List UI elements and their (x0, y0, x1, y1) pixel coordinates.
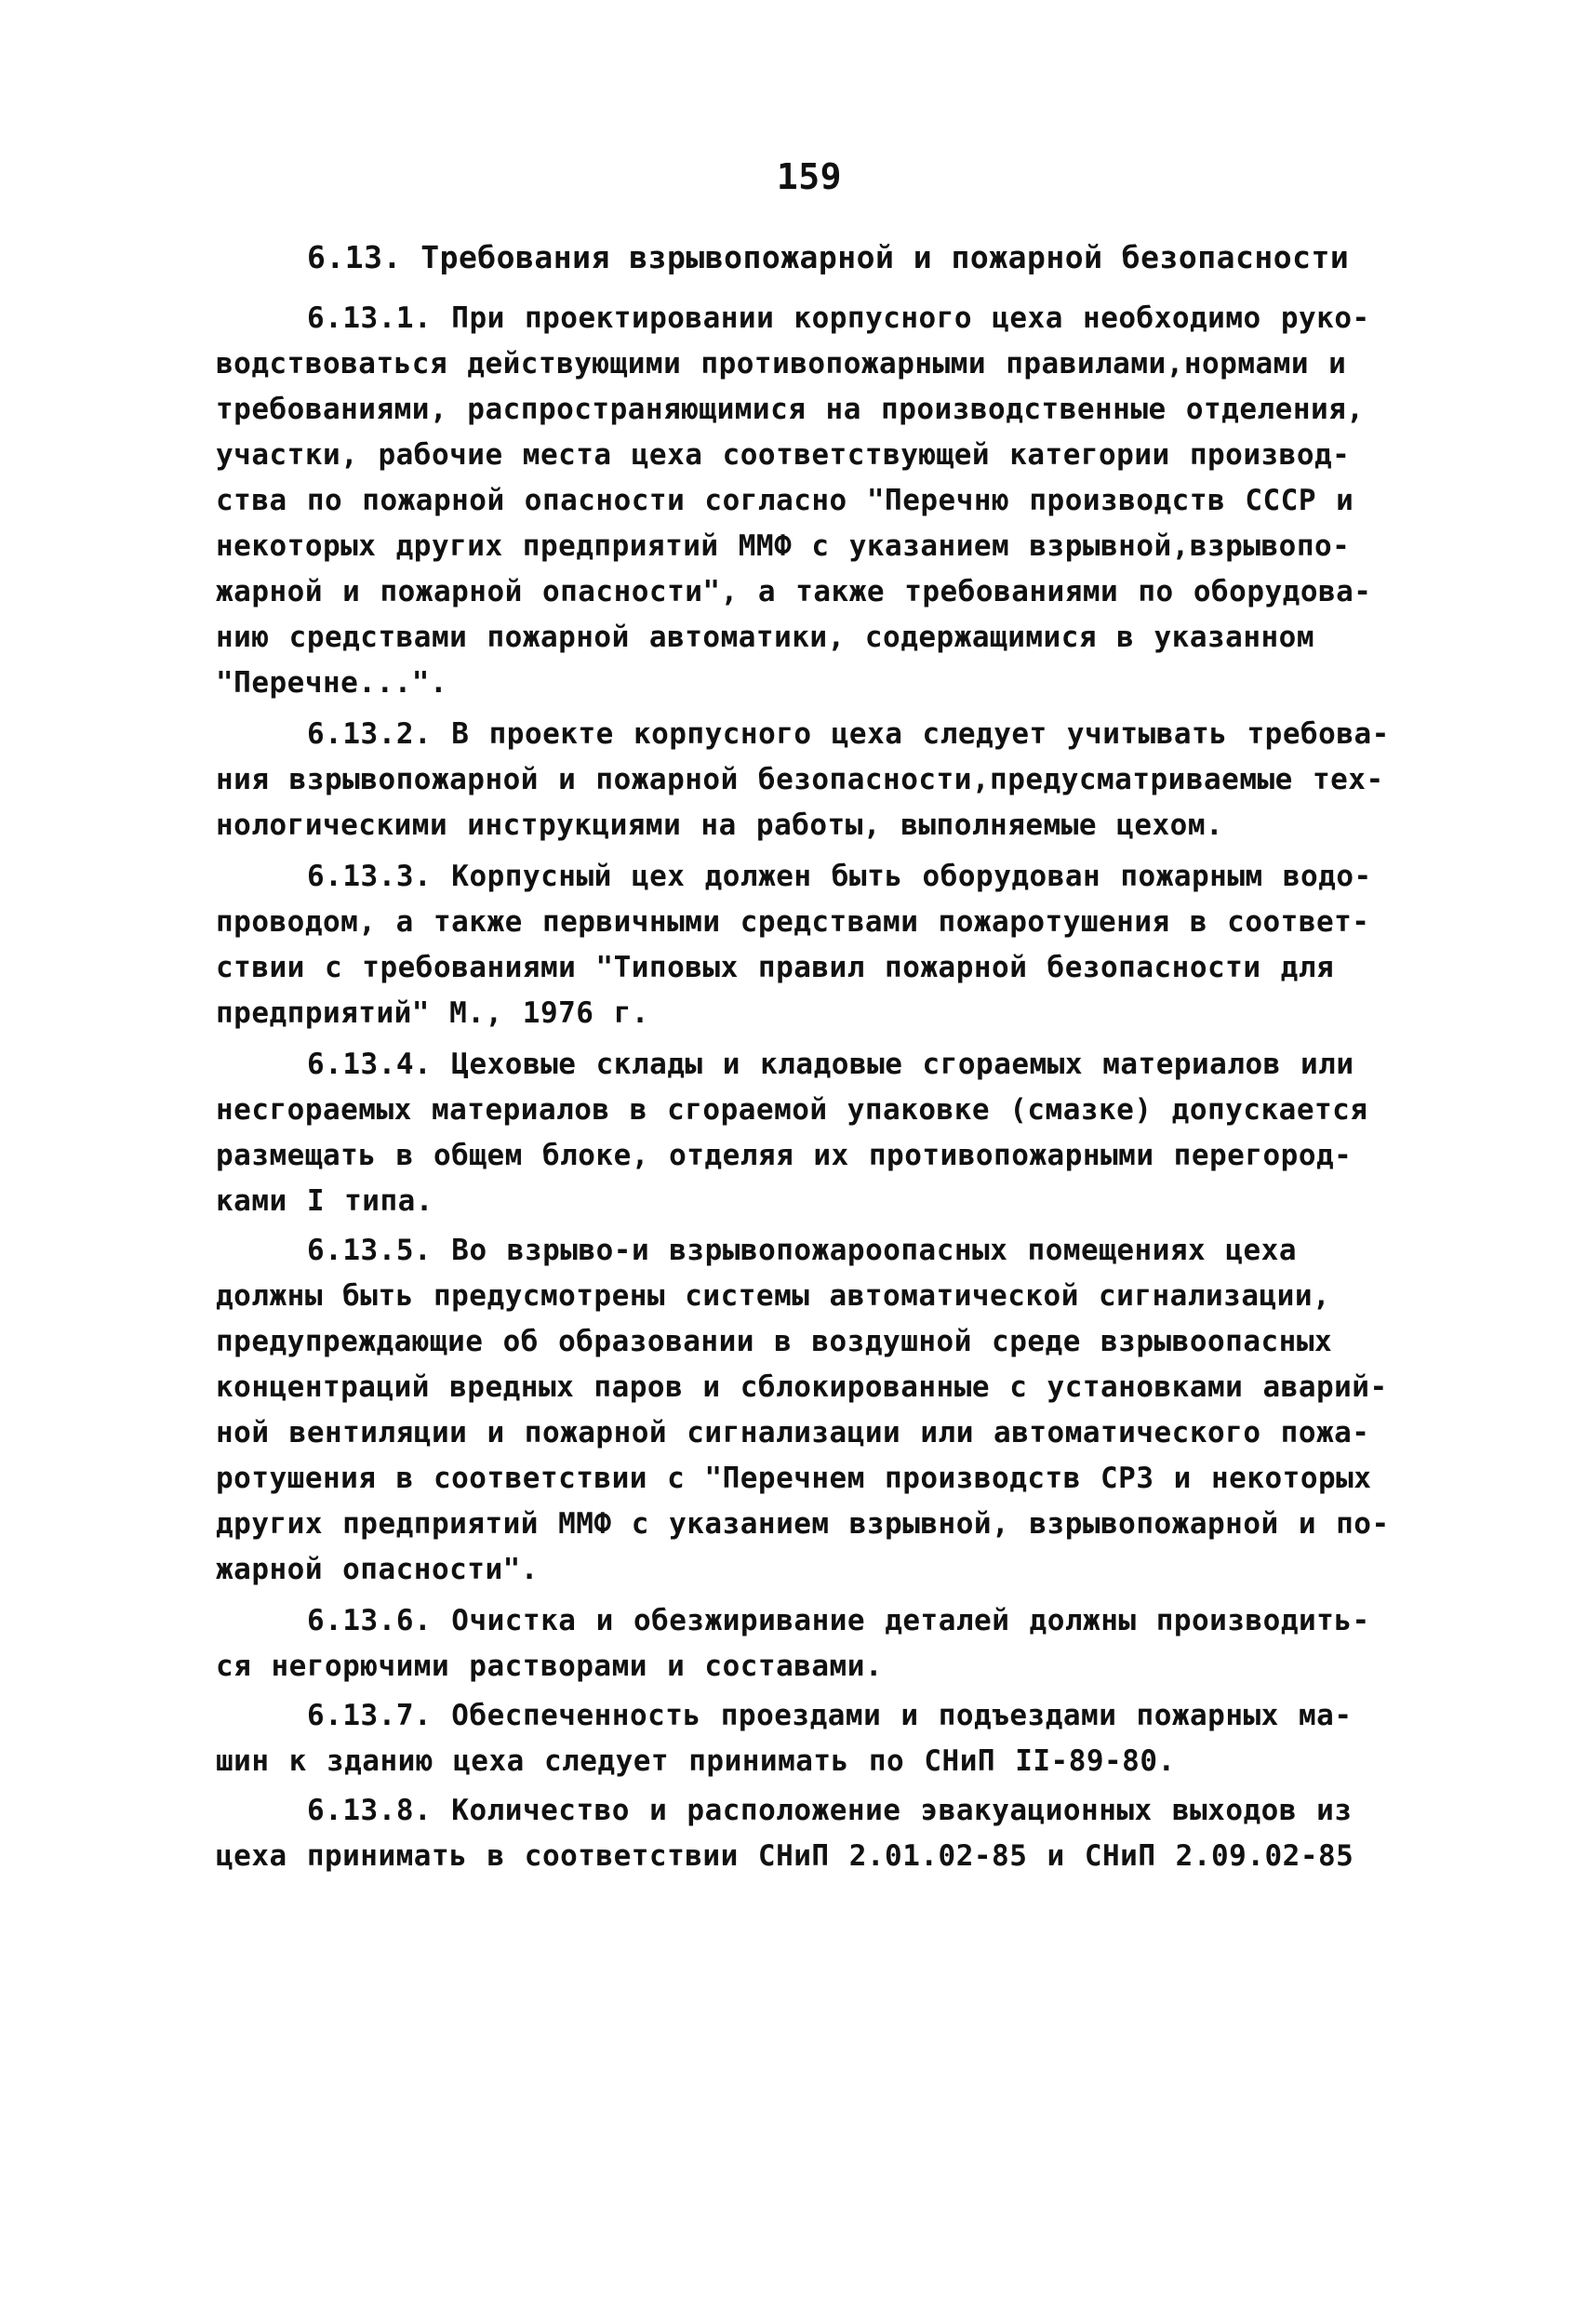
text-line: размещать в общем блоке, отделяя их противопожарными перегород- (216, 1139, 1353, 1172)
text-line: некоторых других предприятий ММФ с указанием взрывной,взрывопо- (216, 529, 1351, 563)
text-line: ками I типа. (216, 1184, 433, 1218)
text-line: 6.13.3. Корпусный цех должен быть оборудован пожарным водо- (307, 860, 1372, 893)
paragraph-6-13-8 (216, 1788, 1425, 1879)
text-line: 6.13.7. Обеспеченность проездами и подъездами пожарных ма- (307, 1699, 1353, 1732)
paragraph-6-13-4 (216, 1042, 1425, 1224)
text-line: "Перечне...". (216, 666, 448, 700)
text-line: 6.13.4. Цеховые склады и кладовые сгораемых материалов или (307, 1048, 1354, 1081)
text-line: участки, рабочие места цеха соответствующей категории производ- (216, 438, 1351, 472)
text-line: предприятий" М., 1976 г. (216, 996, 649, 1030)
text-line: ния взрывопожарной и пожарной безопасности,предусматриваемые тех- (216, 763, 1384, 796)
text-line: 6.13.2. В проекте корпусного цеха следует учитывать требова- (307, 717, 1390, 751)
text-line: концентраций вредных паров и сблокированные с установками аварий- (216, 1370, 1388, 1404)
text-line: несгораемых материалов в сгораемой упаковке (смазке) допускается (216, 1093, 1368, 1127)
paragraph-6-13-2 (216, 712, 1425, 848)
text-line: ся негорючими растворами и составами. (216, 1650, 884, 1683)
text-line: водствоваться действующими противопожарными правилами,нормами и (216, 347, 1347, 381)
text-line: 6.13.8. Количество и расположение эвакуационных выходов из (307, 1794, 1353, 1827)
text-line: ротушения в соответствии с "Перечнем производств СРЗ и некоторых (216, 1462, 1372, 1495)
text-line: других предприятий ММФ с указанием взрывной, взрывопожарной и по- (216, 1507, 1390, 1541)
paragraph-6-13-3 (216, 854, 1425, 1036)
text-line: шин к зданию цеха следует принимать по СНиП II-89-80. (216, 1744, 1176, 1778)
text-line: 6.13.6. Очистка и обезжиривание деталей должны производить- (307, 1604, 1370, 1637)
text-line: нологическими инструкциями на работы, выполняемые цехом. (216, 808, 1224, 842)
text-line: предупреждающие об образовании в воздушной среде взрывоопасных (216, 1325, 1333, 1358)
text-line: нию средствами пожарной автоматики, содержащимися в указанном (216, 621, 1314, 654)
text-line: жарной опасности". (216, 1553, 539, 1586)
text-line: ства по пожарной опасности согласно "Перечню производств СССР и (216, 484, 1354, 517)
text-line: жарной и пожарной опасности", а также требованиями по оборудова- (216, 575, 1372, 608)
page-number: 159 (776, 156, 843, 197)
paragraph-6-13-5 (216, 1228, 1425, 1593)
paragraph-6-13-7 (216, 1693, 1425, 1784)
text-line: проводом, а также первичными средствами пожаротушения в соответ- (216, 905, 1370, 939)
section-title: 6.13. Требования взрывопожарной и пожарной безопасности (307, 239, 1350, 275)
text-line: должны быть предусмотрены системы автоматической сигнализации, (216, 1279, 1331, 1313)
text-line: ствии с требованиями "Типовых правил пожарной безопасности для (216, 951, 1335, 984)
text-line: 6.13.1. При проектировании корпусного цеха необходимо руко- (307, 301, 1370, 335)
text-line: цеха принимать в соответствии СНиП 2.01.02-85 и СНиП 2.09.02-85 (216, 1839, 1354, 1873)
paragraph-6-13-1 (216, 296, 1425, 706)
text-line: 6.13.5. Во взрыво-и взрывопожароопасных помещениях цеха (307, 1234, 1297, 1267)
text-line: ной вентиляции и пожарной сигнализации или автоматического пожа- (216, 1416, 1370, 1449)
text-line: требованиями, распространяющимися на производственные отделения, (216, 393, 1365, 426)
paragraph-6-13-6 (216, 1598, 1425, 1690)
